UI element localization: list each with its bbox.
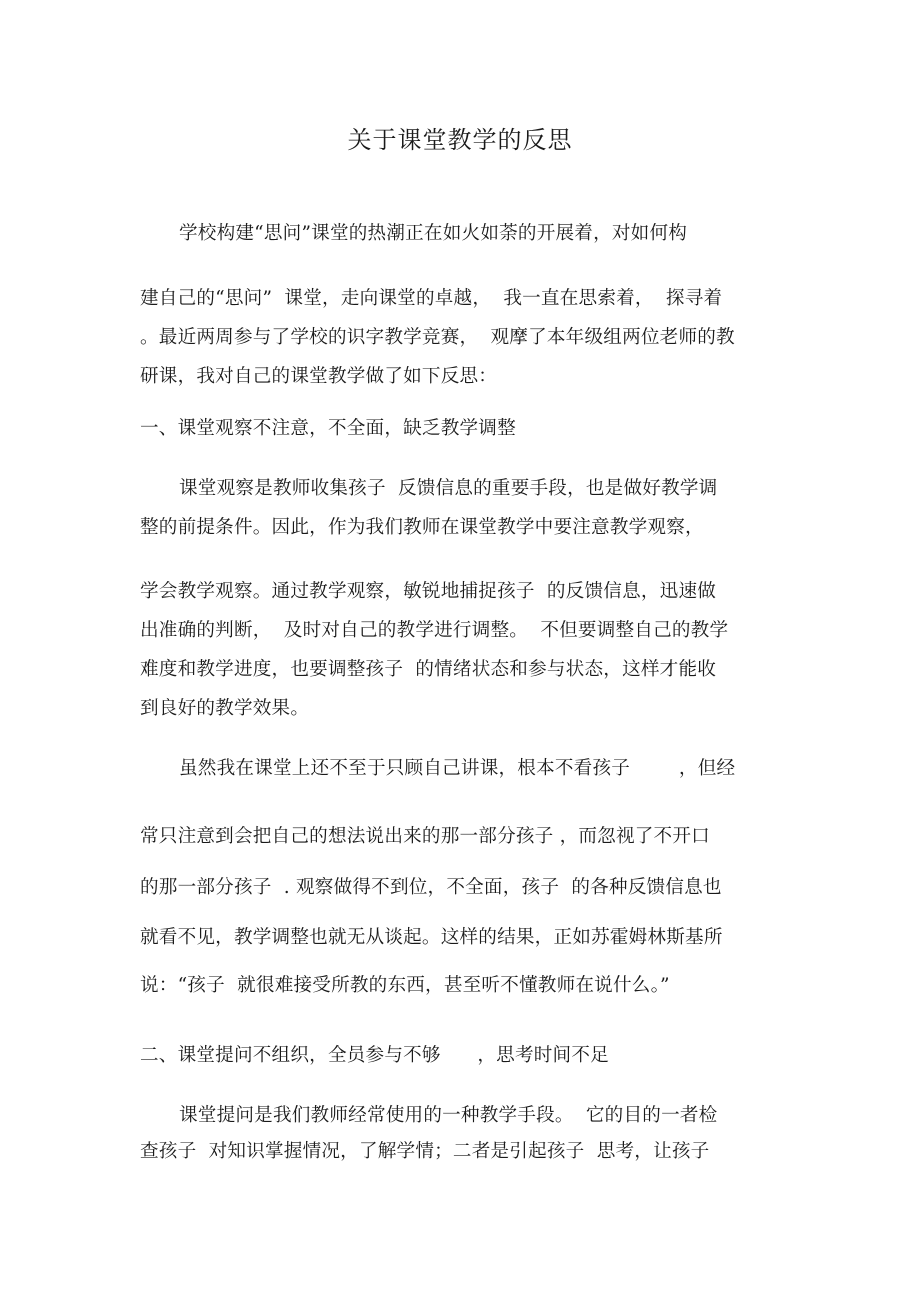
paragraph-line: 说：“孩子 就很难接受所教的东西，甚至听不懂教师在说什么。”	[140, 975, 670, 996]
paragraph-line: 出准确的判断， 及时对自己的教学进行调整。 不但要调整自己的教学	[140, 620, 729, 641]
paragraph-line: 课堂观察是教师收集孩子 反馈信息的重要手段，也是做好教学调	[179, 478, 718, 499]
paragraph-line: 课堂提问是我们教师经常使用的一种教学手段。 它的目的一者检	[179, 1105, 718, 1126]
paragraph-line: 学会教学观察。通过教学观察，敏锐地捕捉孩子 的反馈信息，迅速做	[140, 581, 717, 602]
paragraph-line: 的那一部分孩子 . 观察做得不到位，不全面，孩子 的各种反馈信息也	[140, 877, 722, 898]
paragraph-line: 研课，我对自己的课堂教学做了如下反思：	[140, 366, 498, 387]
paragraph-line: 到良好的教学效果。	[140, 698, 310, 719]
paragraph-line: 常只注意到会把自己的想法说出来的那一部分孩子 ，而忽视了不开口	[140, 826, 710, 847]
paragraph-line: 查孩子 对知识掌握情况，了解学情；二者是引起孩子 思考，让孩子	[140, 1141, 710, 1162]
paragraph-line: 学校构建“思问”课堂的热潮正在如火如荼的开展着，对如何构	[179, 223, 688, 244]
paragraph-line: 难度和教学进度，也要调整孩子 的情绪状态和参与状态，这样才能收	[140, 659, 717, 680]
paragraph-line: 整的前提条件。因此，作为我们教师在课堂教学中要注意教学观察，	[140, 517, 704, 538]
paragraph-line: 就看不见，教学调整也就无从谈起。这样的结果，正如苏霍姆林斯基所	[140, 927, 723, 948]
section-heading: 一、课堂观察不注意，不全面，缺乏教学调整	[140, 418, 516, 439]
section-heading: 二、课堂提问不组织，全员参与不够 ，思考时间不足	[140, 1045, 609, 1066]
document-title: 关于课堂教学的反思	[347, 126, 573, 154]
paragraph-line: 建自己的“思问” 课堂，走向课堂的卓越， 我一直在思索着， 探寻着	[140, 288, 723, 309]
paragraph-line: 。最近两周参与了学校的识字教学竞赛， 观摩了本年级组两位老师的教	[140, 327, 735, 348]
paragraph-line: 虽然我在课堂上还不至于只顾自己讲课，根本不看孩子 ，但经	[179, 758, 736, 779]
